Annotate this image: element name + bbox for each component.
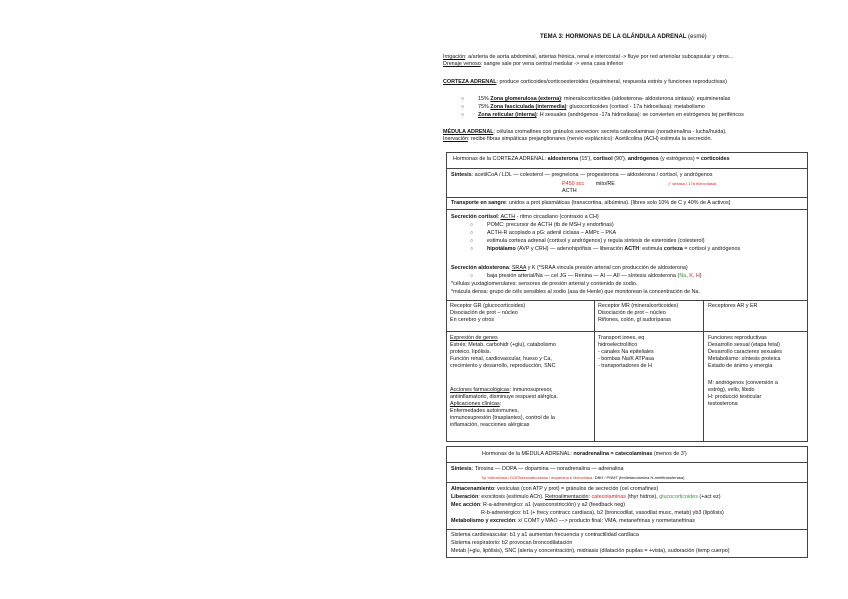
hipotalamo-corteza: corteza [663,246,683,252]
aldosterona-label: Secreción aldosterona [451,265,509,271]
cortisol-item: POMC: precursor de ACTH (tb de MSH y endorfinas) [487,222,614,228]
mr-header: Riñones, colón, gl sudoríparas [598,317,671,323]
almacenamiento-label: Almacenamiento [451,486,495,492]
drenaje-line [443,61,623,68]
gr-expr-label: Expresión de genes [450,335,498,341]
ar-er-header: Receptores AR y ER [708,303,758,309]
hipotalamo-text: (AVP y CRH) — adenohipófisis — liberación [515,246,625,252]
medula-enzymes [481,474,685,481]
ar-line: Desarrollo caracteres sexuales [708,349,783,355]
gr-line: inmunosupresión (trasplantes), control de la [450,415,555,421]
ar-line: H: producció testicular [708,394,762,400]
mr-line: Transport iones, eq [598,335,645,341]
mr-line: hidroelectrolítico [598,342,638,348]
cortisol-item: ACTH-R acoplado a pG: adenil ciclasa – AMPc – PKA [487,230,617,236]
header-text: (90'), [612,156,628,162]
gr-line: Función renal, cardiovascular, hueso y Ca, [450,356,552,362]
header-noradrenalina: noradrenalina = catecolaminas [573,451,653,457]
catecolaminas-label: catecolaminas [591,494,626,500]
gr-line: antiinflamatorio, disminuye respuest alérgica. [450,394,558,400]
irrigacion-text: : a/arteria de aorta abdominal, arterias frénica, renal e intercostal -> fluye por red arteriolar subcapsular y otros... [465,54,734,60]
inervacion-line [443,136,712,143]
header-aldosterona: aldosterona [547,156,579,162]
almacenamiento-line [451,486,658,493]
cortisol-item: estimula corteza adrenal (cortisol y andrógenos) y regula síntesis de esteroides (colesterol) [487,238,705,244]
gr-clin-text: : [499,401,502,407]
sintesis-enzymes [562,180,716,188]
bullet-icon: ○ [470,230,474,236]
divider [446,300,808,301]
liberacion-text: : [588,494,592,500]
mec-accion-line2: R-b-adrenérgico: b1 (+ frecy contracc cardiaca), b2 (broncodilat, vasodilat musc, metab) yb3 (lipólisis) [481,510,724,516]
aldosterona-line: Secreción aldosterona: SRAA y K (*SRAA vincula presión arterial con producción de aldosterona) [451,265,688,271]
bullet-icon: ○ [461,96,465,102]
mr-line: - bombas Na/K ATPasa [598,356,654,362]
header-androgenos: andrógenos [627,156,659,162]
header-suffix: (menos de 3') [652,451,687,457]
divider [594,300,595,442]
header-prefix: Hormonas de la MÉDULA ADRENAL: [482,451,574,457]
ar-line: Metabolismo: síntesis proteica [708,356,781,362]
hipotalamo-acth: ACTH [624,246,640,252]
transporte-line [451,200,730,207]
header-text: (15'), [578,156,594,162]
separator: ) [699,273,702,279]
acth-label: ACTH [562,188,577,194]
gr-header: Receptor GR (glucocorticoides) [450,303,526,309]
aldosterona-text: y K (*SRAA vincula presión arterial con producción de aldosterona) [526,265,688,271]
zone-pct: 75% [478,104,489,110]
liberacion-line [451,494,721,501]
effect-line: Sistema respiratorio: b2 provocan broncodilatación [451,540,573,546]
aldosterona-item [487,273,702,280]
enzyme-label: (" sintasa / 17a hidroxilasa) [668,181,717,186]
zone-name: Zona reticular (interna) [478,112,537,118]
cortisol-line: Secreción cortisol: ACTH - ritmo circadiano (contraxio a CH) [451,214,599,220]
gr-clin-line [450,401,501,408]
liberacion-text: (+act ez) [697,494,721,500]
gr-header: Disociación de prot – núcleo [450,310,518,316]
k-label: K [689,273,693,279]
divider [446,529,808,530]
zone-fasciculada [478,104,705,111]
bullet-icon: ○ [470,246,474,252]
cortisol-hipotalamo [487,246,740,253]
divider [446,331,808,332]
medula-sintesis-label: Síntesis [451,466,472,472]
glucocorticoides-label: glucocorticoides [659,494,698,500]
aldosterona-note: *células yuxtaglomerulares: sensores de presión arterial y contenido de sodio. [451,281,638,287]
bullet-icon: ○ [470,222,474,228]
medula-enzymes-red: Tyr hidroxilasa / DOPAdescarboxilasa / dopamina b hidroxilasa [481,475,593,480]
zone-name: Zona fasciculada (intermedia) [490,104,567,110]
ar-line: Estado de ánimo y energía [708,363,773,369]
corteza-heading: CORTEZA ADRENAL [443,79,497,85]
zone-text: : glucocorticoides (cortisol - 17a hidroxilasa): metabolismo [566,104,705,110]
header-corticoides: corticoides [700,156,730,162]
mito-label: mito/RE [595,181,615,187]
medula-heading: MÉDULA ADRENAL [443,129,494,135]
corteza-text: : produce corticoides/corticoesteroides (equimineral, respuesta estrés y funciones reproductivas) [496,79,727,85]
drenaje-text: : sangre sale por vena central medular -> vena cava inferior [480,61,624,67]
divider [446,197,808,198]
header-cortisol: cortisol [593,156,613,162]
medula-line [443,129,727,136]
metabolismo-text: : x/ COMT y MAO —> producto final: VMA, metanefrinas y normetanefrinas [515,518,695,524]
aldosterona-sraa: SRAA [511,265,527,271]
bullet-icon: ○ [470,273,474,279]
gr-header: En cerebro y otros [450,317,495,323]
liberacion-text: (thyr hidrox), [626,494,660,500]
transporte-label: Transporte en sangre [451,200,506,206]
aldosterona-note: *mácula densa: grupo de céls sensibles al sodio (asa de Henle) que monitorean la concentración de Na. [451,289,701,295]
irrigacion-label: Irrigación [443,54,466,60]
metabolismo-line [451,518,695,525]
ar-line: testosterona [708,401,738,407]
medula-enzymes-text: -DBH / PNMT (feniletanolamina N-metiltransferasa) [592,475,685,480]
corteza-table-header [453,156,730,163]
separator: , [686,273,690,279]
gr-line: Estrés; Metab. carbohidr (+glu), catabolismo [450,342,556,348]
mr-line: - transportadores de H [598,363,652,369]
mec-accion-line [451,502,625,509]
header-prefix: Hormonas de la CORTEZA ADRENAL: [453,156,548,162]
gr-line: proteico, lipólisis. [450,349,492,355]
inervacion-text: : recibe fibras simpáticas prejanglionares (nervio esplácnico): Acetilcolina (ACH) estimula la secreción. [467,136,713,142]
sintesis-label: Síntesis [451,172,472,178]
mr-header: Receptor MR (mineralcorticoides) [598,303,679,309]
medula-sintesis-line [451,466,624,473]
effect-line: Metab (+glu, lipólisis), SNC (alerta y concentración), midriasis (dilatación pupilas = +vista), sudoración (temp cuerpo) [451,548,730,554]
sintesis-line [451,172,712,179]
aldosterona-item-text: baja presión arterial/Na — cel JG — Renina — AI — AII — síntesis aldosterona ( [487,273,680,279]
sintesis-text: : acetilCoA / LDL — colesterol — pregnelona — progesterona — aldosterona / cortisol, y andrógenos [471,172,713,178]
gr-farm-text: : inmunosupresor, [509,387,553,393]
gr-line: crecimiento y desarrollo, reproducción, SNC [450,363,556,369]
bullet-icon: ○ [461,112,465,118]
irrigacion-line [443,54,733,61]
bullet-icon: ○ [470,238,474,244]
divider [703,300,704,442]
transporte-text: : unidos a prot plasmáticas (transcortina, albúmina). [libres solo 10% de C y 40% de A activos] [505,200,731,206]
divider [446,209,808,210]
hipotalamo-text: : estimula [639,246,664,252]
gr-clin-label: Aplicaciones clínicas [450,401,500,407]
divider [446,482,808,483]
mr-header: Disociación de prot – núcleo [598,310,666,316]
h-label: , H [692,273,700,279]
p450-label: P450 scc [562,181,585,187]
hipotalamo-text: = cortisol y andrógenos [682,246,741,252]
corteza-line [443,79,727,86]
medula-text: : células cromafines con gránulos secrecion: secreta catecolaminas (noradrenalina - lucha/huida). [493,129,727,135]
zone-reticular [478,112,744,119]
metabolismo-label: Metabolismo y excreción [451,518,516,524]
medula-table-header [482,451,687,458]
mec-accion-text: : R-a-adrenérgico: a1 (vasoconstricción) y a2 (feedback neg) [480,502,626,508]
drenaje-label: Drenaje venoso [443,61,481,67]
document-title [540,34,707,41]
ar-line: estróg), vello, libido [708,387,755,393]
zone-text: : mineralocorticoides (aldosterona- aldosterona sintasa): equimineralas [561,96,731,102]
effect-line: Sistema cardiovascular: b1 y a1 aumentan frecuencia y contractilidad cardíaca [451,532,639,538]
gr-line: Enfermedades autoinmunes, [450,408,519,414]
gr-farm-line [450,387,552,394]
hipotalamo-label: hipotálamo [487,246,516,252]
ar-line: M: andrógenos (conversión a [708,380,778,386]
cortisol-text: - ritmo circadiano (contraxio a CH) [515,214,599,220]
zone-glomerulosa [478,96,730,103]
mr-line: - canales Na epiteliales [598,349,654,355]
sintesis-acth [562,188,577,195]
na-label: Na [679,273,687,279]
divider [446,462,808,463]
liberacion-text: : exocitosis (estímulo ACh). [478,494,546,500]
almacenamiento-text: : vesículas (con ATP y prot) = gránulos de secreción (cel cromafines) [494,486,659,492]
mec-accion-label: Mec acción [451,502,481,508]
bullet-icon: ○ [461,104,465,110]
zone-name: Zona glomerulosa (externa) [490,96,561,102]
zone-text: : H sexuales (andrógenos -17a hidroxilasa): se convierten en estrógenos tej periféricos [536,112,744,118]
medula-sintesis-text: : Tirosina — DOPA — dopamina — noradrenalina — adrenalina [471,466,624,472]
cortisol-label: Secreción cortisol [451,214,498,220]
title-suffix: (esmé) [688,34,707,40]
cortisol-acth: ACTH [500,214,516,220]
gr-line: inflamación, reacciones alérgicas [450,422,530,428]
divider [446,168,808,169]
zone-pct: 15% [478,96,489,102]
gr-farm-label: Acciones farmacológicas [450,387,510,393]
ar-line: Funciones reproductivas [708,335,767,341]
title-text: TEMA 3: HORMONAS DE LA GLÁNDULA ADRENAL [540,34,687,40]
header-text: (y estrógenos) = [658,156,701,162]
inervacion-label: Inervación [443,136,468,142]
ar-line: Desarrollo sexual (etapa fetal) [708,342,780,348]
liberacion-label: Liberación [451,494,479,500]
retroalimentacion-label: Retroalimentación [545,494,589,500]
